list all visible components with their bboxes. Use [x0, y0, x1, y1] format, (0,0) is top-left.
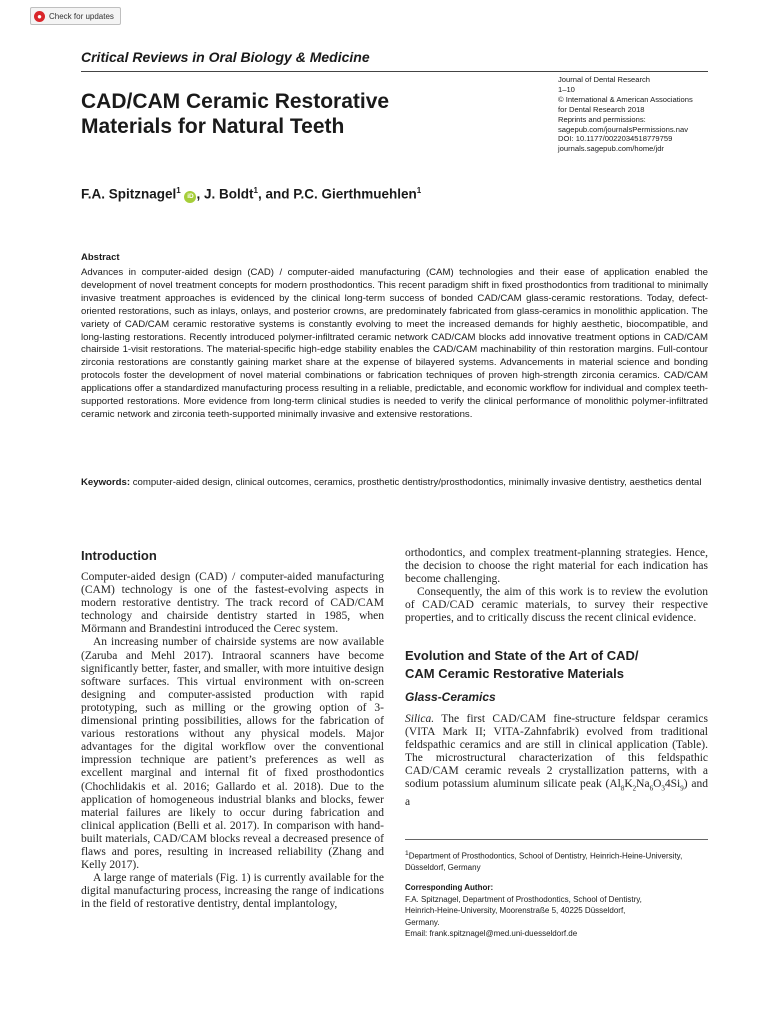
formula-part: K — [624, 778, 633, 791]
formula-part: 4Si — [664, 778, 681, 791]
publication-info — [558, 75, 728, 154]
silica-paragraph — [405, 713, 708, 809]
corresponding-line-1: F.A. Spitznagel, Department of Prosthodontics, School of Dentistry, — [405, 894, 642, 904]
formula-sub: 8 — [620, 784, 625, 793]
title-line-2: Materials for Natural Teeth — [81, 115, 345, 138]
author-1: F.A. Spitznagel — [81, 186, 177, 202]
author-2-affiliation: 1 — [253, 186, 258, 195]
affiliation-text: Department of Prosthodontics, School of Dentistry, Heinrich-Heine-University, Düsseldorf, Germany — [405, 851, 683, 873]
keywords-text: computer-aided design, clinical outcomes, ceramics, prosthetic dentistry/prosthodontics, minimally invasive dentistry, aesthetics dental — [130, 477, 702, 488]
pubinfo-journal-link[interactable]: journals.sagepub.com/home/jdr — [558, 144, 664, 154]
header-divider — [81, 71, 708, 72]
author-3-affiliation: 1 — [416, 186, 422, 195]
silica-text: The first CAD/CAM fine-structure feldspar ceramics (VITA Mark II; VITA-Zahnfabrik) evolved from traditional feldspathic ceramics and are still in clinical application (Table). The microstructural characterization of this feldspathic CAD/CAM ceramic reveals 2 crystallization patterns, with a sodium potassium aluminum silicate peak (Al — [405, 712, 708, 791]
formula-part: Na — [636, 778, 650, 791]
article-title — [81, 89, 481, 139]
evolution-heading-line-2: CAM Ceramic Restorative Materials — [405, 665, 624, 681]
pubinfo-copyright-2: for Dental Research 2018 — [558, 104, 645, 114]
footnote-divider — [405, 839, 708, 840]
pubinfo-journal: Journal of Dental Research — [558, 75, 651, 84]
formula-sub: 6 — [649, 784, 654, 793]
corresponding-author-label: Corresponding Author: — [405, 883, 494, 892]
section-heading-evolution — [405, 647, 708, 683]
check-updates-label: Check for updates — [49, 11, 114, 21]
corresponding-line-3: Germany. — [405, 917, 440, 927]
check-for-updates-button[interactable] — [30, 7, 121, 25]
corresponding-line-2: Heinrich-Heine-University, Moorenstraße 5, 40225 Düsseldorf, — [405, 906, 626, 915]
pubinfo-reprints: Reprints and permissions: — [558, 114, 646, 124]
formula-sub: 3 — [661, 784, 665, 793]
evolution-heading-line-1: Evolution and State of the Art of CAD/ — [405, 647, 639, 663]
intro-paragraph-1: Computer-aided design (CAD) / computer-aided manufacturing (CAM) technology is one of the fastest-evolving aspects in modern restorative dentistry. The track record of CAD/CAM technology and chairside dentistry started in 1985, when Mörmann and Brandestini introduced the Cerec system. — [81, 571, 384, 636]
subheading-glass-ceramics: Glass-Ceramics — [405, 689, 496, 704]
formula-part: O — [653, 778, 662, 791]
keywords-label: Keywords: — [81, 477, 131, 488]
section-heading-introduction: Introduction — [81, 548, 157, 563]
author-1-affiliation: 1 — [176, 186, 181, 195]
intro-paragraph-5: Consequently, the aim of this work is to review the evolution of CAD/CAD ceramic materials, to survey their respective properties, and to critically discuss the recent clinical evidence. — [405, 586, 708, 625]
intro-paragraph-3: A large range of materials (Fig. 1) is currently available for the digital manufacturing process, increasing the range of indications in the field of restorative dentistry, dental implantology, — [81, 872, 384, 911]
intro-paragraph-2: An increasing number of chairside systems are now available (Zaruba and Mehl 2017). Intraoral scanners have become significantly better, faster, and smaller, with more intuitive design software surfaces. This virtual environment with on-screen designing and computer-assisted production with rapid prototyping, such as milling or the growing option of 3-dimensional printing possibilities, allows for the fabrication of various restorations without any physical models. Major advantages for the digital workflow over the conventional impression technique are patient’s preferences as well as excellent marginal and internal fit of fixed prosthodontics (Chochlidakis et al. 2016; Gallardo et al. 2018). Due to the application of homogeneous industrial blanks and blocks, fewer material failures are likely to occur during fabrication and clinical application (Belli et al. 2017). In comparison with hand-built materials, CAD/CAM blocks reveal a decreased presence of flaws and pores, resulting in increased reliability (Zhang and Kelly 2017). — [81, 636, 384, 872]
author-3: , and P.C. Gierthmuehlen — [257, 186, 417, 202]
title-line-1: CAD/CAM Ceramic Restorative — [81, 90, 390, 113]
affiliation-footnote — [405, 848, 708, 874]
pubinfo-copyright: © International & American Associations — [558, 94, 693, 104]
journal-name: Critical Reviews in Oral Biology & Medicine — [81, 49, 370, 65]
intro-paragraph-4: orthodontics, and complex treatment-planning strategies. Hence, the decision to choose the right material for each indication has become challenging. — [405, 547, 708, 586]
abstract-body: Advances in computer-aided design (CAD) / computer-aided manufacturing (CAM) technologies and their ease of application enabled the development of novel treatment concepts for modern prosthodontics. This recent paradigm shift in fixed prosthodontics from traditional to minimally invasive treatment approaches is evidenced by the clinical long-term success of bonded CAD/CAM glass-ceramic restorations. Today, defect-oriented restorations, such as inlays, onlays, and posterior crowns, are predominately fabricated from glass-ceramics in monolithic application. The variety of CAD/CAM ceramic restorative systems is constantly evolving to meet the increased demands for highly aesthetic, biocompatible, and long-lasting restorations. Recently introduced polymer-infiltrated ceramic network CAD/CAM blocks add innovative treatment options in CAD/CAM chairside 1-visit restorations. The material-specific high-edge stability enables the CAD/CAM machinability of thin restoration margins. Full-contour zirconia restorations are constantly gaining market share at the expense of bilayered systems. Advancements in material science and bonding protocols foster the development of novel material combinations or fabrication techniques of proven high-strength zirconia ceramics. CAD/CAM applications offer a standardized manufacturing process resulting in a reliable, predictable, and economic workflow for individual and complex teeth-supported restorations. More evidence from long-term clinical studies is needed to verify the clinical performance of monolithic polymer-infiltrated ceramic network and zirconia teeth-supported minimally invasive and extensive restorations. — [81, 267, 708, 420]
pubinfo-permissions-link[interactable]: sagepub.com/journalsPermissions.nav — [558, 124, 689, 134]
check-updates-icon: ● — [34, 11, 45, 22]
orcid-icon[interactable]: iD — [184, 191, 196, 203]
pubinfo-doi[interactable]: DOI: 10.1177/0022034518779759 — [558, 134, 673, 144]
right-column — [405, 547, 708, 809]
corresponding-author — [405, 882, 708, 940]
pubinfo-pages: 1–10 — [558, 84, 575, 94]
affiliation-number: 1 — [405, 850, 409, 857]
author-2: , J. Boldt — [196, 186, 254, 202]
abstract-heading: Abstract — [81, 252, 120, 263]
author-list — [81, 186, 421, 203]
formula-sub: 2 — [632, 784, 637, 793]
left-column — [81, 547, 384, 911]
silica-lead: Silica. — [405, 712, 435, 725]
corresponding-email-link[interactable]: Email: frank.spitznagel@med.uni-duesseldorf.de — [405, 929, 578, 938]
silica-tail: ) and a — [405, 778, 709, 808]
keywords — [81, 477, 708, 490]
formula-sub: 9 — [680, 784, 684, 793]
